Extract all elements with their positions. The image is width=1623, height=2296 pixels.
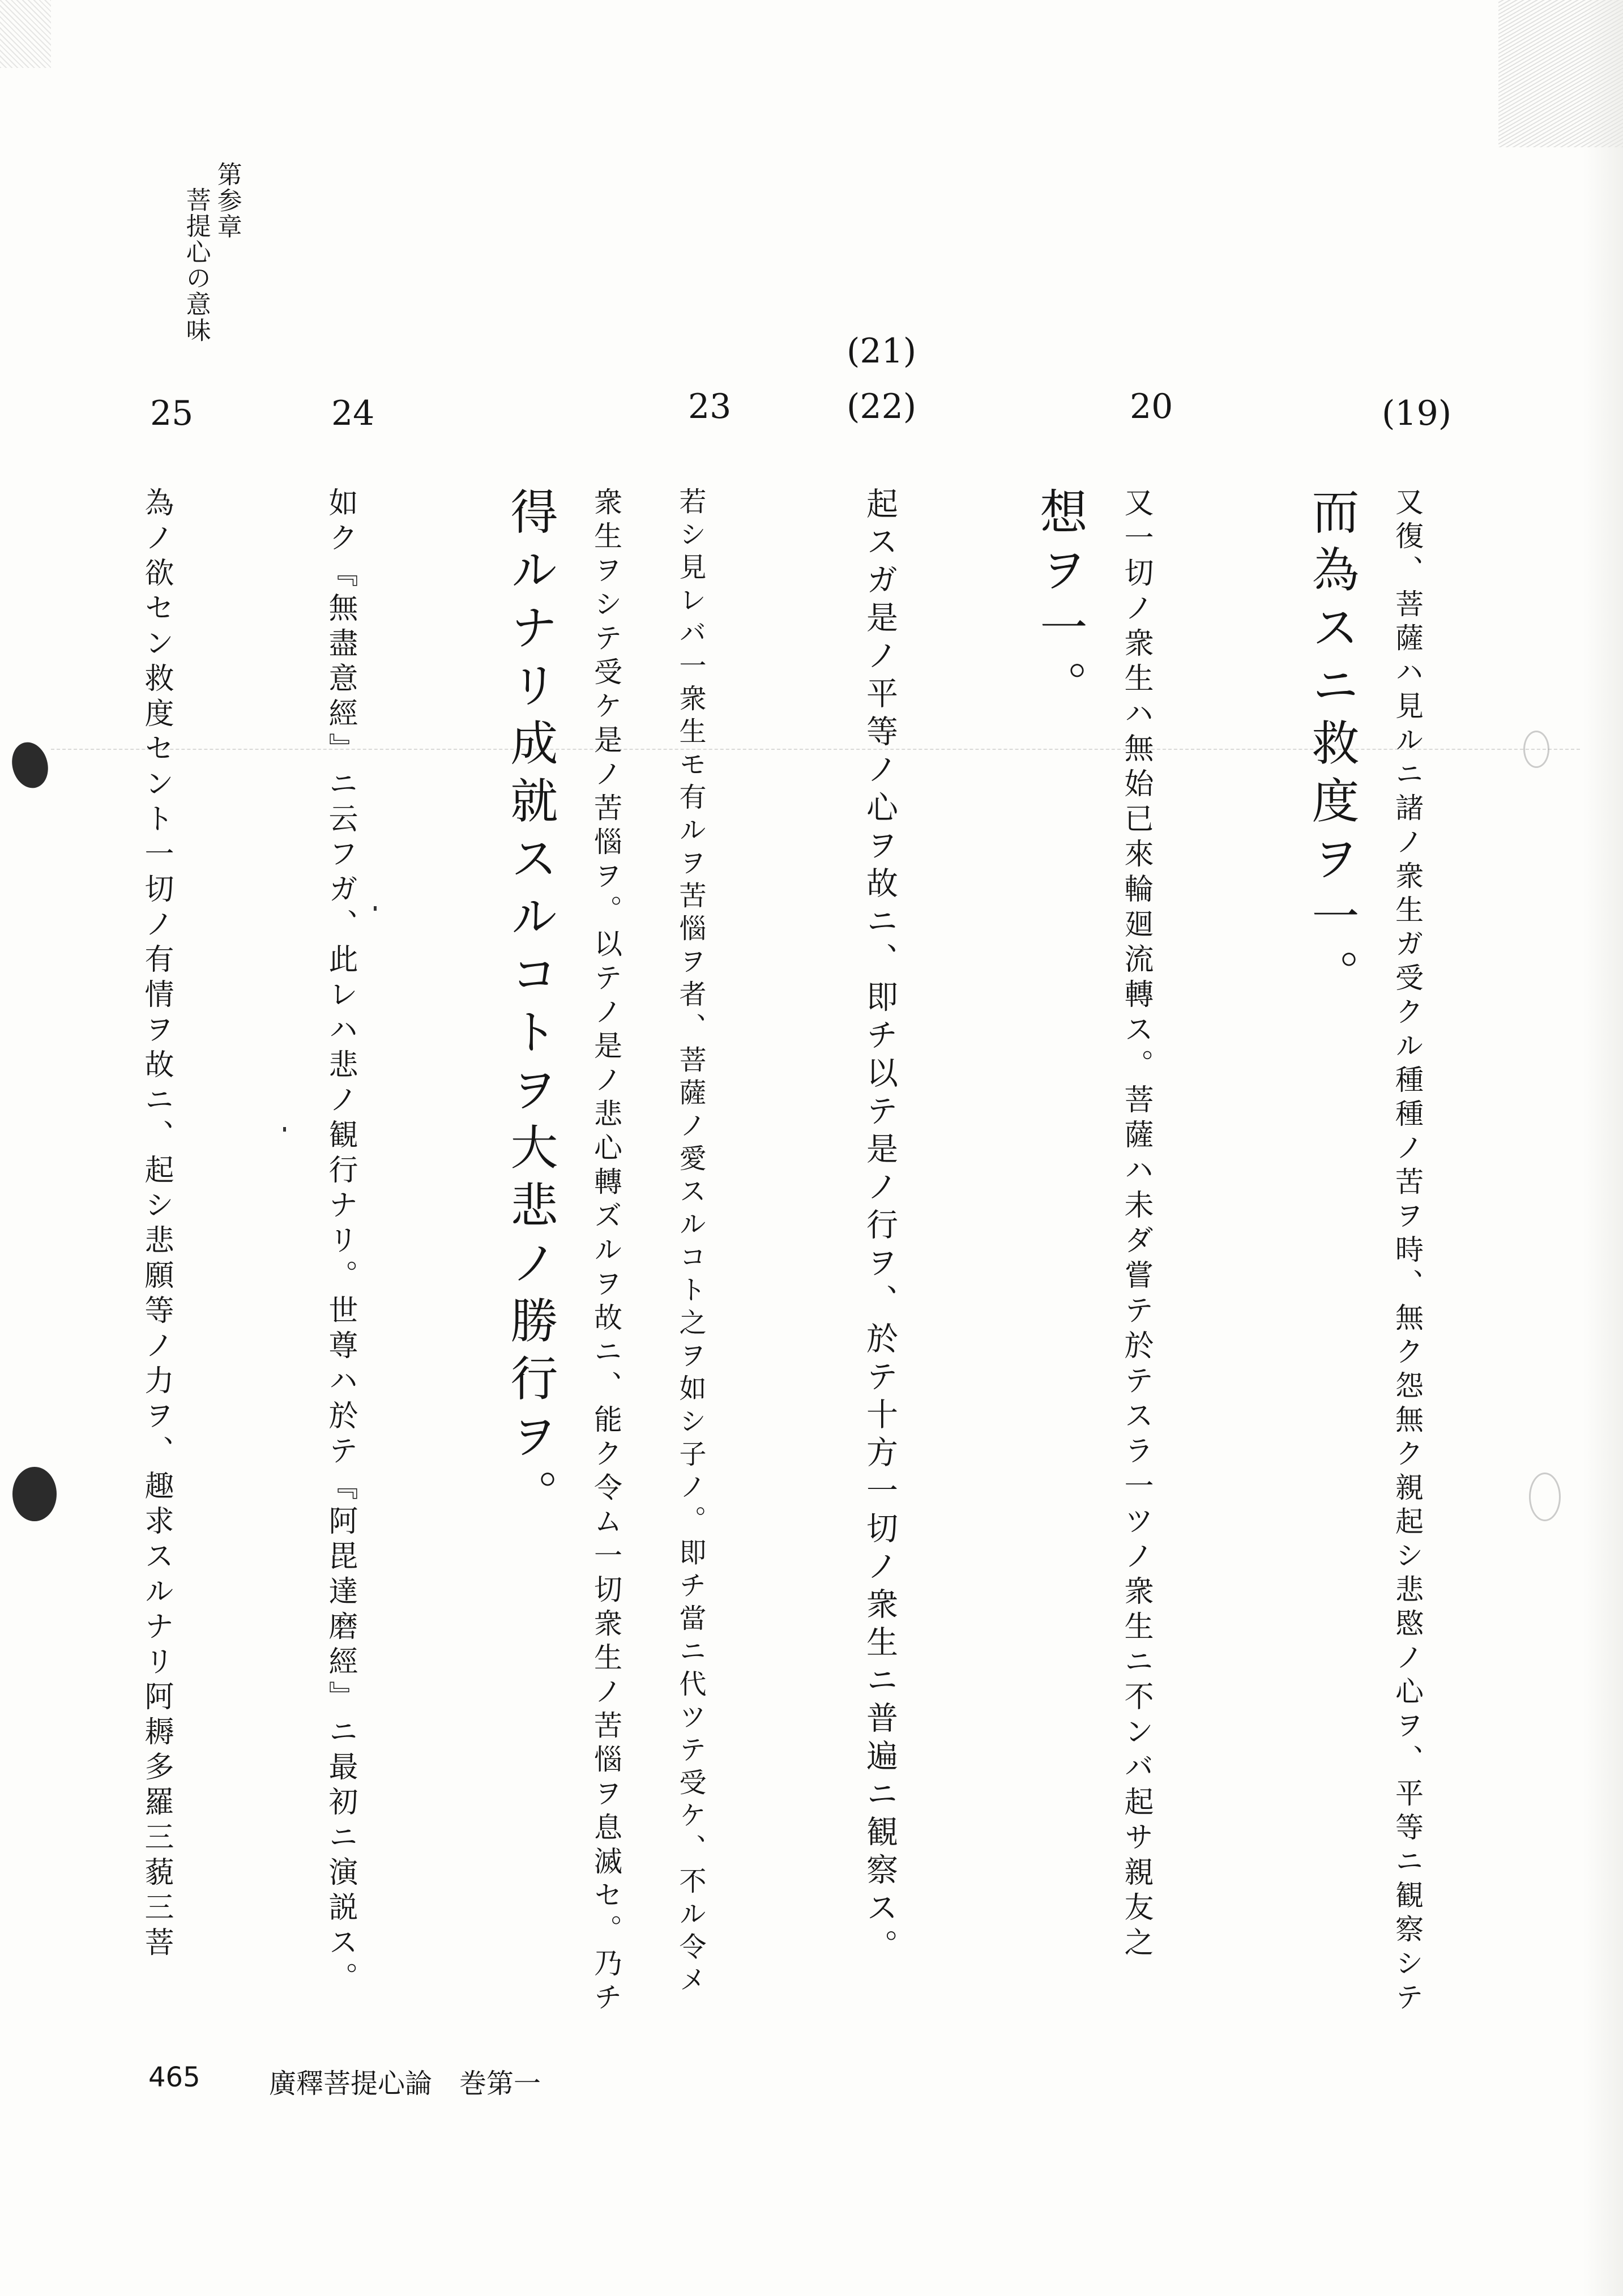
section-marker-19: (19) [1382,394,1452,433]
show-through-mark-bottom [1529,1473,1561,1521]
section-marker-25: 25 [150,394,194,433]
ink-speck [374,906,377,911]
page-number: 465 [148,2062,200,2093]
show-through-mark-top [1523,731,1549,768]
text-column-5: 起スガ是ノ平等ノ心ヲ故ニ、即チ以テ是ノ行ヲ、於テ十方一切ノ衆生ニ普遍ニ観察ス。 [861,487,898,1967]
scan-shadow-right [1583,0,1623,2296]
text-column-2: 而為スニ救度ヲ一。 [1304,487,1360,1007]
binding-hole-bottom [12,1467,57,1521]
chapter-header [212,161,241,240]
binding-hole-top [7,738,53,792]
section-marker-21: (21) [847,331,917,371]
text-column-7: 衆生ヲシテ受ケ是ノ苦惱ヲ。以テノ是ノ悲心轉ズルヲ故ニ、能ク令ム一切衆生ノ苦惱ヲ息滅セ。乃チ [590,487,622,2016]
text-column-8: 得ルナリ成就スルコトヲ大悲ノ勝行ヲ。 [503,487,558,1527]
text-column-9: 如ク『無盡意經』ニ云フガ、此レハ悲ノ観行ナリ。世尊ハ於テ『阿毘達磨經』ニ最初ニ演説ス。 [323,487,357,1997]
chapter-number: 第参章 [212,161,242,240]
section-marker-24: 24 [331,394,375,433]
book-title: 廣釋菩提心論 巻第一 [269,2068,541,2099]
text-column-10: 為ノ欲セン救度セント一切ノ有情ヲ故ニ、起シ悲願等ノ力ヲ、趣求スルナリ阿耨多羅三藐三菩 [139,487,173,1962]
ink-speck [283,1127,286,1132]
chapter-title: 菩提心の意味 [181,187,211,343]
scan-noise-top-left [0,0,51,68]
chapter-title-column [181,187,210,343]
text-column-4: 想ヲ一。 [1032,487,1088,718]
text-column-1: 又復、菩薩ハ見ルニ諸ノ衆生ガ受クル種種ノ苦ヲ時、無ク怨無ク親起シ悲愍ノ心ヲ、平等ニ観察シテ [1391,487,1424,2016]
section-marker-23: 23 [688,387,732,426]
text-column-3: 又一切ノ衆生ハ無始已來輪廻流轉ス。菩薩ハ未ダ嘗テ於テスラ一ツノ衆生ニ不ンバ起サ親友之 [1119,487,1153,1962]
section-marker-20: 20 [1130,387,1173,426]
section-marker-22: (22) [847,387,917,426]
text-column-6: 若シ見レバ一衆生モ有ルヲ苦惱ヲ者、菩薩ノ愛スルコト之ヲ如シ子ノ。即チ當ニ代ツテ受ケ、不ル令メ [674,487,706,1998]
